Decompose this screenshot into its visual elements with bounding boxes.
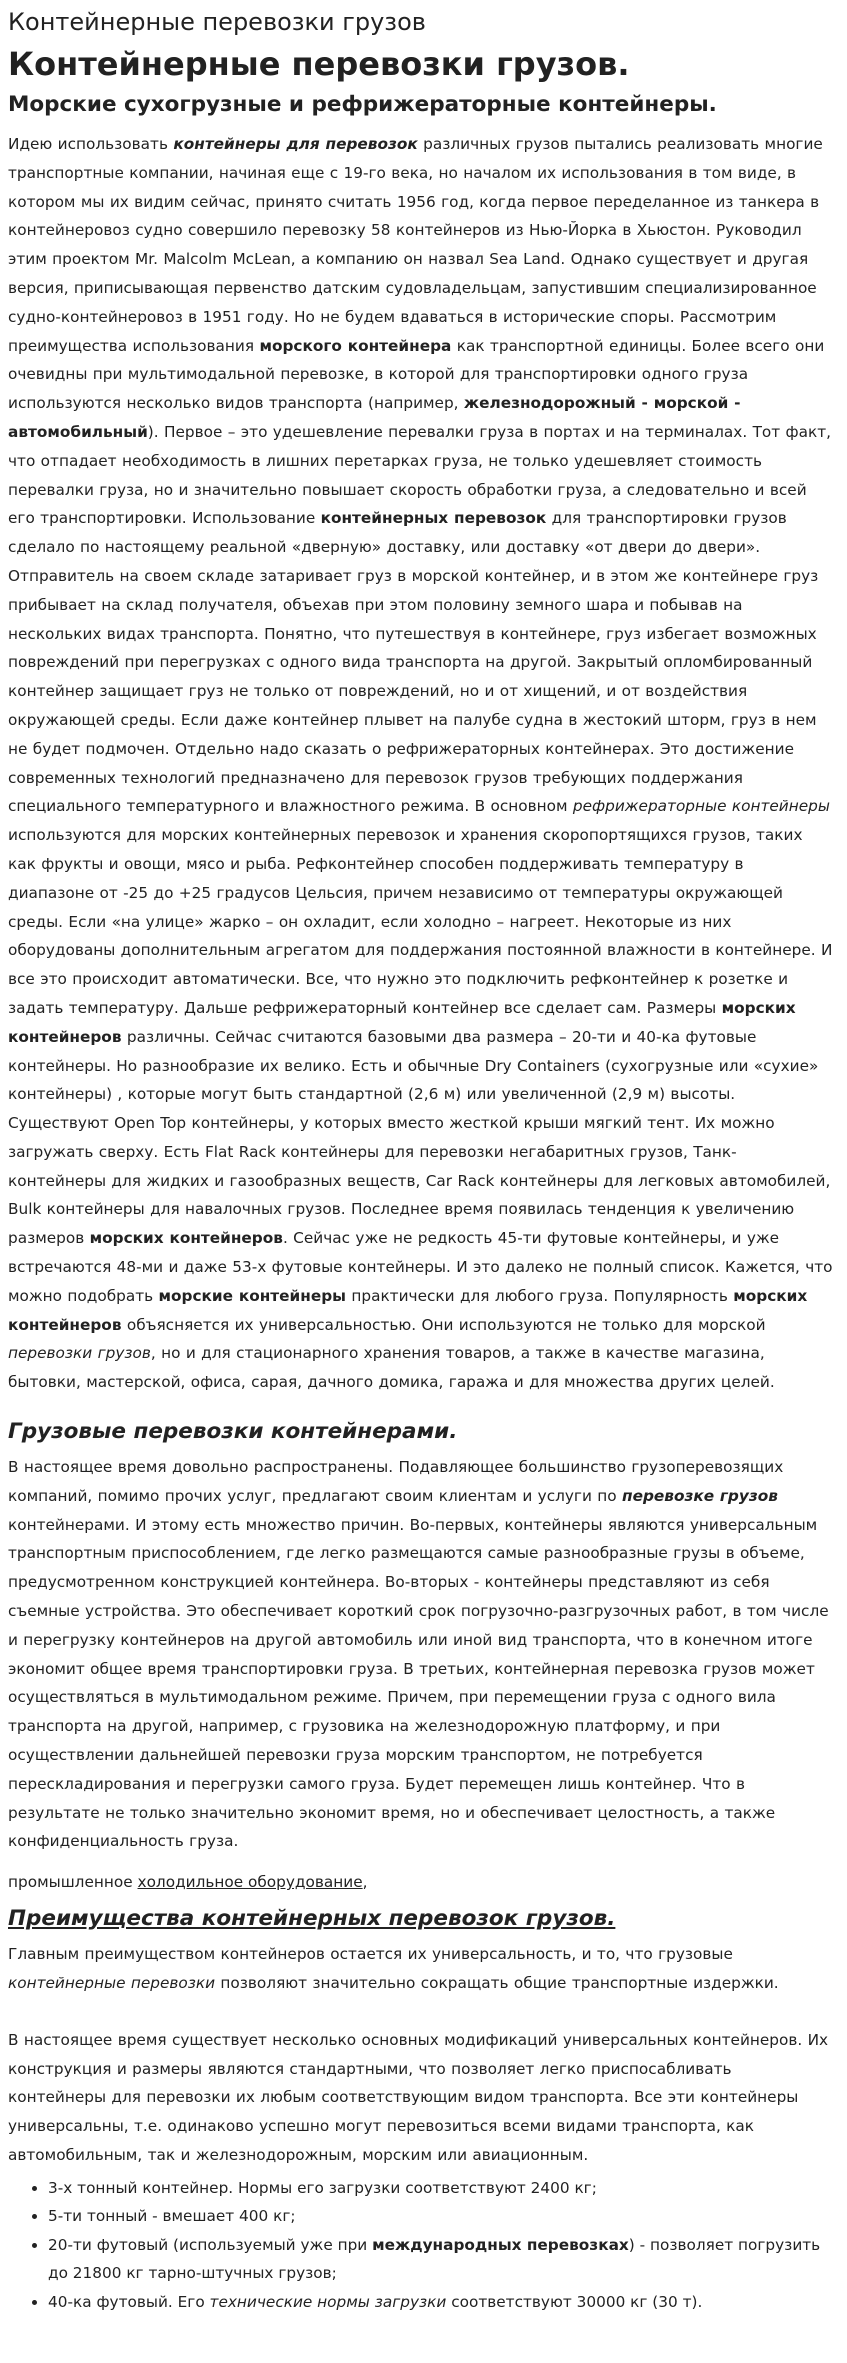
emphasis: технические нормы загрузки xyxy=(209,2292,447,2311)
text-run: различны. Сейчас считаются базовыми два размера – 20-ти и 40-ка футовые контейнеры. Но разнообразие их велико. Есть и обычные Dry Containers (сухогрузные или «сухие» контейнеры) , которые могут быть стандартной (2,6 м) или увеличенной (2,9 м) высоты. Существуют Open Top контейнеры, у которых вместо жесткой крыши мягкий тент. Их можно загружать сверху. Есть Flat Rack контейнеры для перевозки негабаритных грузов, Танк-контейнеры для жидких и газообразных веществ, Car Rack контейнеры для легковых автомобилей, Bulk контейнеры для навалочных грузов. Последнее время появилась тенденция к увеличению размеров xyxy=(8,1027,831,1248)
text-run: практически для любого груза. Популярность xyxy=(346,1286,734,1305)
spacer xyxy=(8,1998,833,2026)
article-subtitle: Морские сухогрузные и рефрижераторные контейнеры. xyxy=(8,92,717,117)
section-heading-cargo: Грузовые перевозки контейнерами. xyxy=(8,1419,458,1445)
list-item-text: 5-ти тонный - вмешает 400 кг; xyxy=(48,2207,296,2226)
container-types-list xyxy=(8,2174,833,2317)
promo-line xyxy=(8,1870,833,1894)
modifications-paragraph: В настоящее время существует несколько основных модификаций универсальных контейнеров. Их конструкция и размеры являются стандартными, что позволяет легко приспосабливать контейнеры для перевозки их любым соответствующим видом транспорта. Все эти контейнеры универсальны, т.е. одинаково успешно могут перевозиться всеми видами транспорта, как автомобильным, так и железнодорожным, морским или авиационным. xyxy=(8,2030,829,2164)
cargo-paragraph xyxy=(8,1453,833,1856)
promo-prefix: промышленное xyxy=(8,1873,138,1892)
text-run: 40-ка футовый. Его xyxy=(48,2292,210,2311)
refrigeration-equipment-link[interactable]: холодильное оборудование xyxy=(137,1873,363,1892)
text-run: как транспортной единицы. Более всего они очевидны при мультимодальной перевозке, в которой для транспортировки одного груза используются несколько видов транспорта (например, xyxy=(8,336,825,413)
emphasis: перевозки грузов xyxy=(8,1344,151,1363)
list-item-text: 3-х тонный контейнер. Нормы его загрузки соответствуют 2400 кг; xyxy=(48,2178,597,2197)
text-run: Главным преимуществом контейнеров остается их универсальность, и то, что грузовые xyxy=(8,1945,733,1964)
text-run: 20-ти футовый (используемый уже при xyxy=(48,2235,373,2254)
emphasis: контейнерные перевозки xyxy=(8,1974,216,1993)
text-run: Идею использовать xyxy=(8,135,174,153)
text-run: соответствуют 30000 кг (30 т). xyxy=(446,2292,703,2311)
text-run: контейнерами. И этому есть множество причин. Во-первых, контейнеры являются универсальным транспортным приспособлением, где легко размещаются самые разнообразные грузы в объеме, предусмотренном конструкцией контейнера. Во-вторых - контейнеры представляют из себя съемные устройства. Это обеспечивает короткий срок погрузочно-разгрузочных работ, в том числе и перегрузку контейнеров на другой автомобиль или иной вид транспорта, что в конечном итоге экономит общее время транспортировки груза. В третьих, контейнерная перевозка грузов может осуществляться в мультимодальном режиме. Причем, при перемещении груза с одного вила транспорта на другой, например, с грузовика на железнодорожную платформу, и при осуществлении дальнейшей перевозки груза морским транспортом, не потребуется перескладирования и перегрузки самого груза. Будет перемещен лишь контейнер. Что в результате не только значительно экономит время, но и обеспечивает целостность, а также конфиденциальность груза. xyxy=(8,1515,829,1851)
section-heading-advantages: Преимущества контейнерных перевозок грузов. xyxy=(8,1906,616,1932)
intro-paragraph xyxy=(8,130,833,1397)
advantages-paragraph xyxy=(8,1940,833,1998)
text-run: используются для морских контейнерных перевозок и хранения скоропортящихся грузов, таких как фрукты и овощи, мясо и рыба. Рефконтейнер способен поддерживать температуру в диапазоне от -25 до +25 градусов Цельсия, причем независимо от температуры окружающей среды. Если «на улице» жарко – он охладит, если холодно – нагреет. Некоторые из них оборудованы дополнительным агрегатом для поддержания постоянной влажности в контейнере. И все это происходит автоматически. Все, что нужно это подключить рефконтейнер к розетке и задать температуру. Дальше рефрижераторный контейнер все сделает сам. Размеры xyxy=(8,826,833,1017)
emphasis: морского контейнера xyxy=(259,336,452,355)
emphasis: перевозке грузов xyxy=(622,1486,778,1505)
list-item xyxy=(48,2202,833,2231)
emphasis: морских контейнеров xyxy=(89,1229,283,1248)
promo-suffix: , xyxy=(362,1873,368,1892)
emphasis: морских контейнеров xyxy=(8,1286,808,1334)
emphasis: железнодорожный - морской - автомобильный xyxy=(8,394,741,441)
emphasis: рефрижераторные контейнеры xyxy=(572,797,830,816)
emphasis: контейнерных перевозок xyxy=(320,509,547,528)
text-run: объясняется их универсальностью. Они используются не только для морской xyxy=(121,1315,766,1334)
text-run: . Сейчас уже не редкость 45-ти футовые контейнеры, и уже встречаются 48-ми и даже 53-х футовые контейнеры. И это далеко не полный список. Кажется, что можно подобрать xyxy=(8,1229,833,1305)
article-title: Контейнерные перевозки грузов. xyxy=(8,45,630,83)
list-item xyxy=(48,2288,833,2317)
list-item xyxy=(48,2174,833,2203)
text-run: различных грузов пытались реализовать многие транспортные компании, начиная еще с 19-го века, но началом их использования в том виде, в котором мы их видим сейчас, принято считать 1956 год, когда первое переделанное из танкера в контейнеровоз судно совершило перевозку 58 контейнеров из Нью-Йорка в Хьюстон. Руководил этим проектом Mr. Malcolm McLean, а компанию он назвал Sea Land. Однако существует и другая версия, приписывающая первенство датским судовладельцам, запустившим специализированное судно-контейнеровоз в 1951 году. Но не будем вдаваться в исторические споры. Рассмотрим преимущества использования xyxy=(8,135,823,355)
text-run: ). Первое – это удешевление перевалки груза в портах и на терминалах. Тот факт, что отпадает необходимость в лишних перетарках груза, не только удешевляет стоимость перевалки груза, но и значительно повышает скорость обработки груза, а следовательно и всей его транспортировки. Использование xyxy=(8,422,832,528)
text-run: для транспортировки грузов сделало по настоящему реальной «дверную» доставку, или доставку «от двери до двери». Отправитель на своем складе затаривает груз в морской контейнер, и в этом же контейнере груз прибывает на склад получателя, объехав при этом половину земного шара и побывав на нескольких видах транспорта. Понятно, что путешествуя в контейнере, груз избегает возможных повреждений при перегрузках с одного вида транспорта на другой. Закрытый опломбированный контейнер защищает груз не только от повреждений, но и от хищений, и от воздействия окружающей среды. Если даже контейнер плывет на палубе судна в жестокий шторм, груз в нем не будет подмочен. Отдельно надо сказать о рефрижераторных контейнерах. Это достижение современных технологий предназначено для перевозок грузов требующих поддержания специального температурного и влажностного режима. В основном xyxy=(8,509,819,816)
page-heading: Контейнерные перевозки грузов xyxy=(8,8,426,36)
text-run: В настоящее время довольно распространены. Подавляющее большинство грузоперевозящих компаний, помимо прочих услуг, предлагают своим клиентам и услуги по xyxy=(8,1458,784,1505)
emphasis: морские контейнеры xyxy=(158,1286,346,1305)
text-run: позволяют значительно сокращать общие транспортные издержки. xyxy=(215,1974,779,1993)
emphasis: международных перевозках xyxy=(372,2235,629,2254)
text-run: , но и для стационарного хранения товаров, а также в качестве магазина, бытовки, мастерской, офиса, сарая, дачного домика, гаража и для множества других целей. xyxy=(8,1344,775,1392)
emphasis: морских контейнеров xyxy=(8,998,796,1046)
list-item xyxy=(48,2231,833,2288)
emphasis: контейнеры для перевозок xyxy=(173,135,418,153)
text-run: ) - позволяет погрузить до 21800 кг тарно-штучных грузов; xyxy=(48,2235,821,2283)
